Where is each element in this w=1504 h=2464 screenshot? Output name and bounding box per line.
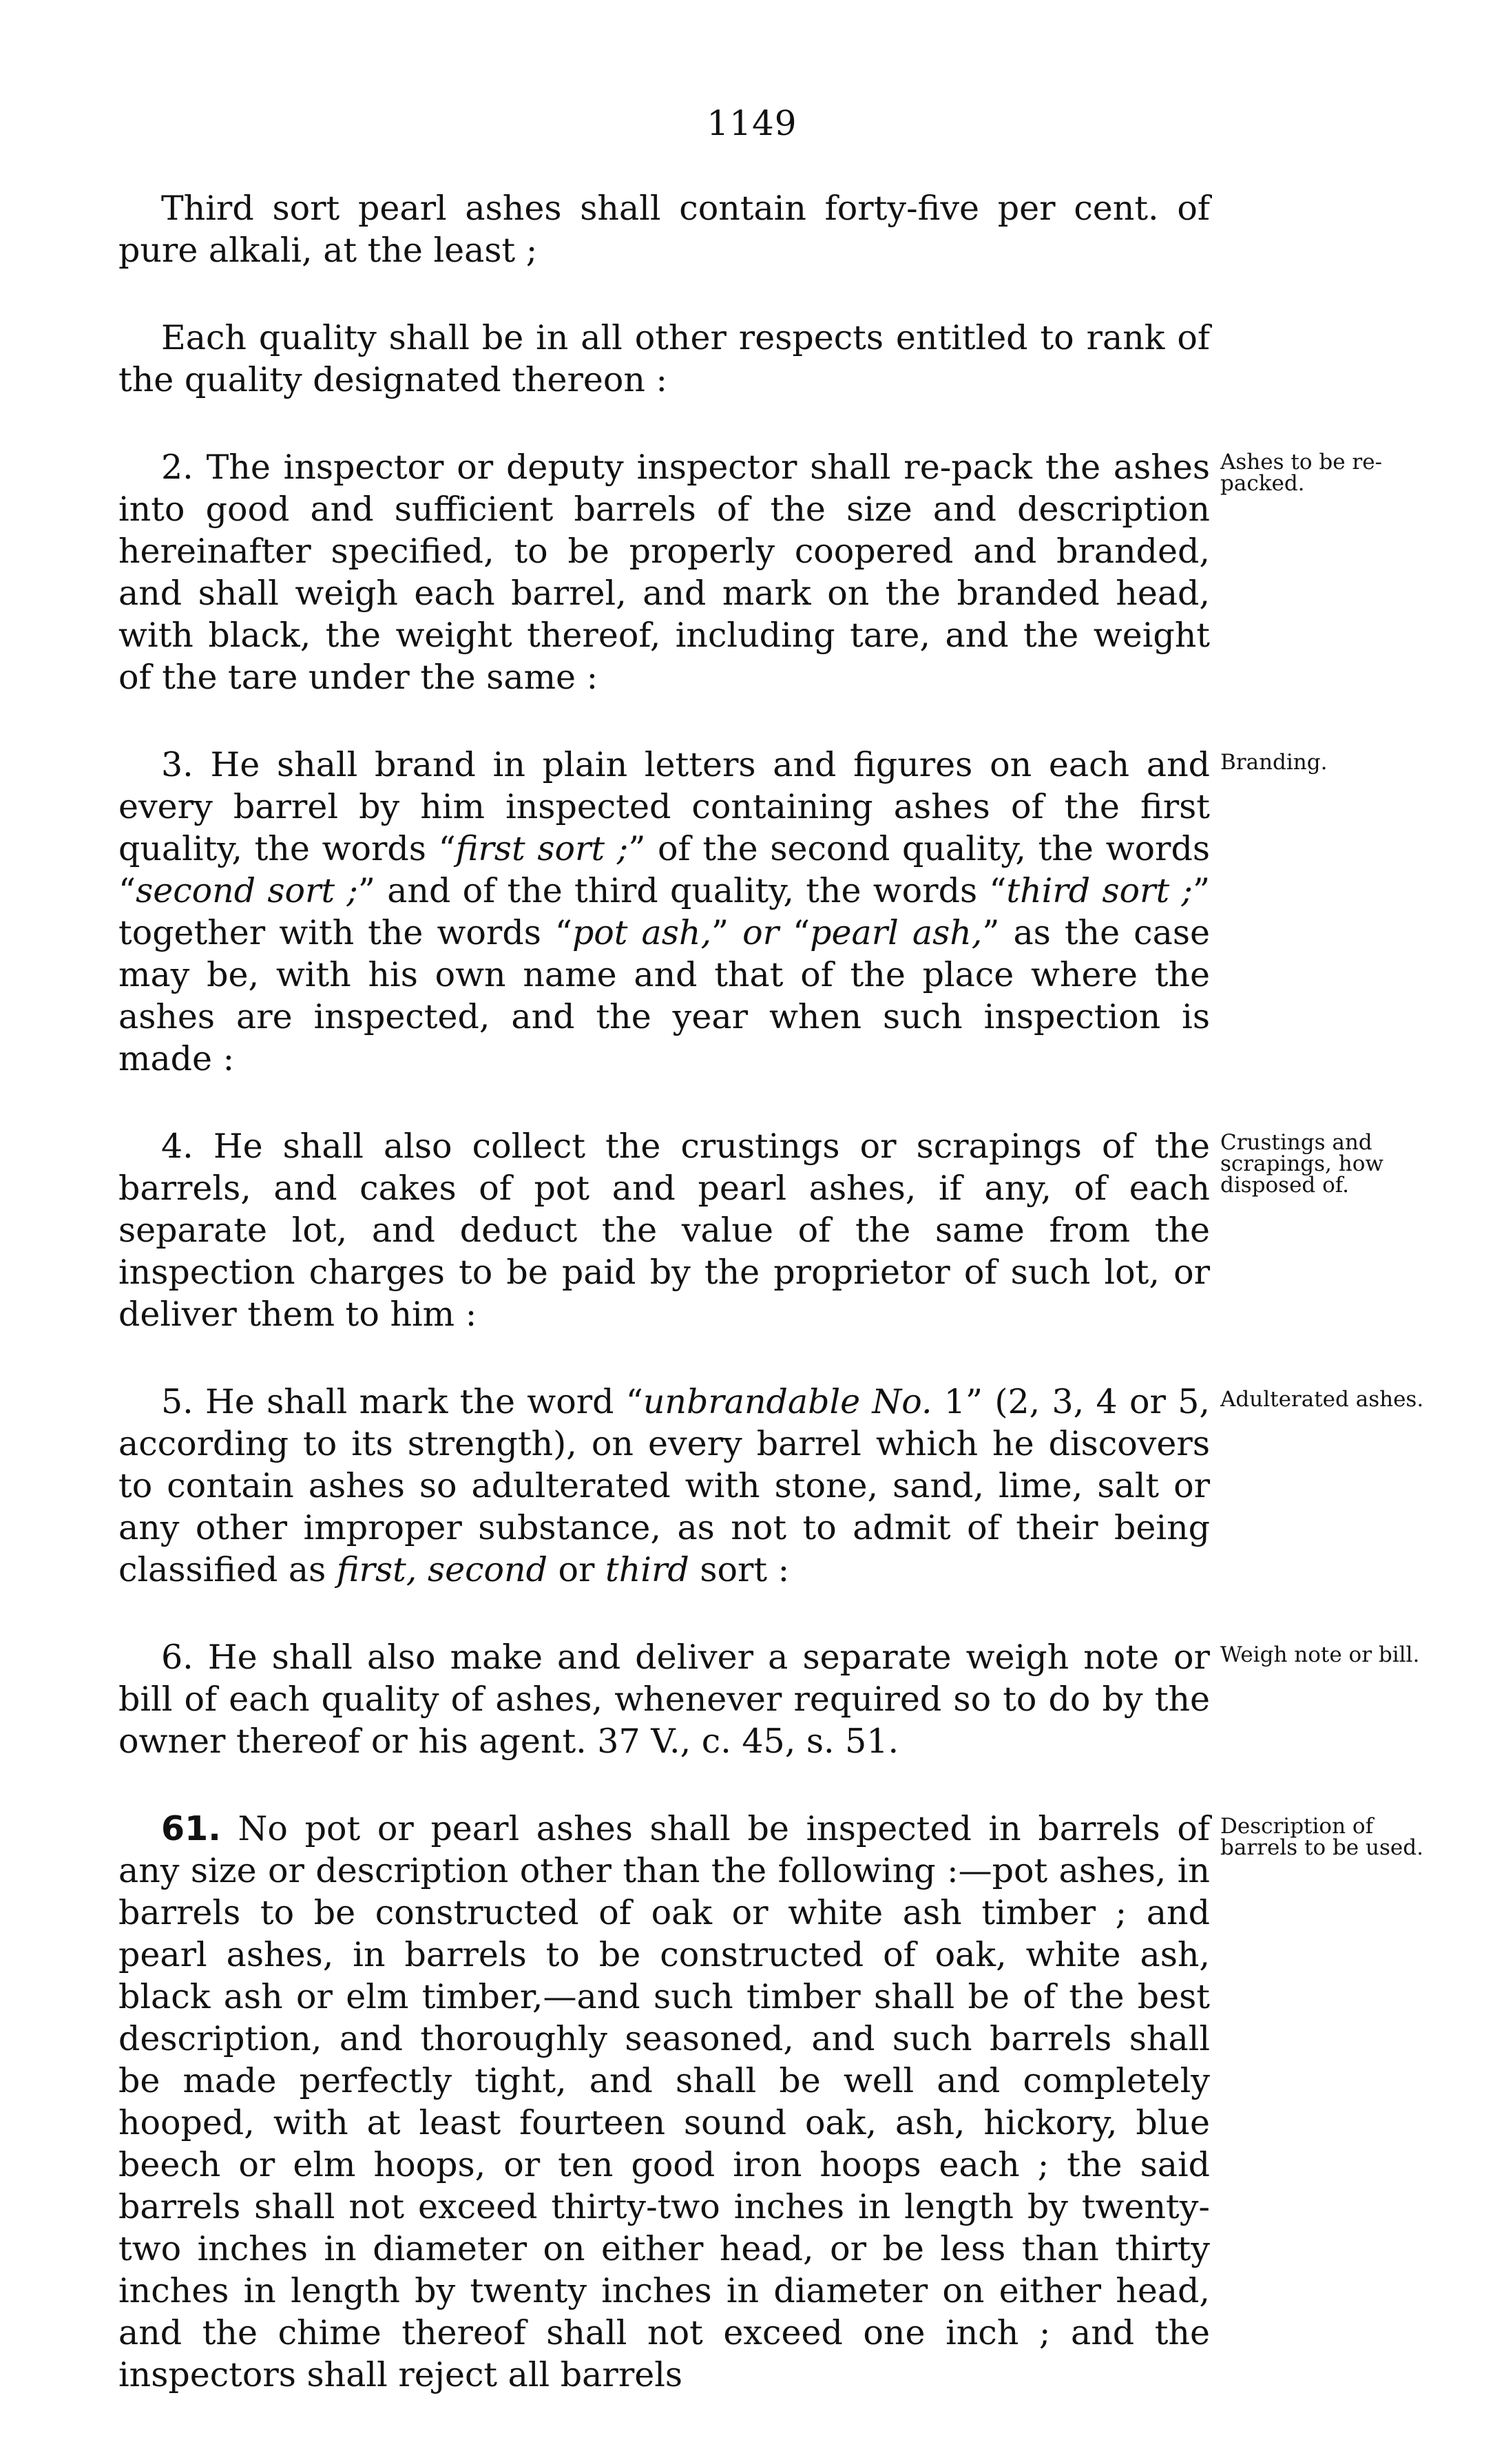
paragraph-text: 6. He shall also make and deliver a separate weigh note or bill of each quality of ashes, whenever required so to do by the owner thereof or his agent. 37 V., c. 45, s. 51. xyxy=(118,1638,1210,1761)
italic-run: third sort ; xyxy=(1006,871,1193,910)
italic-run: first, second xyxy=(336,1550,547,1589)
paragraph-text: 4. He shall also collect the crustings or scrapings of the barrels, and cakes of pot and pearl ashes, if any, of each separate lot, and deduct the value of the same from the inspection charges to be paid by the proprietor of such lot, or deliver them to him : xyxy=(118,1127,1210,1334)
italic-run: third xyxy=(605,1550,689,1589)
text-run: 1” (2, 3, 4 or 5, according to its strength), on every barrel which he discovers to contain ashes so adulterated with stone, sand, lime, salt or any other improper substance, as not to admit of their being classified as xyxy=(118,1382,1210,1589)
document-body xyxy=(118,187,1424,2396)
margin-note-adulterated: Adulterated ashes. xyxy=(1220,1387,1424,1412)
paragraph-text: Each quality shall be in all other respects entitled to rank of the quality designated thereon : xyxy=(118,318,1210,399)
text-run: sort : xyxy=(689,1550,790,1589)
margin-note-branding: Branding. xyxy=(1220,750,1328,775)
text-run: 5. He shall mark the word “ xyxy=(161,1382,643,1421)
paragraph-subsection-3 xyxy=(118,744,1328,1080)
text-run: 3. He shall brand in plain letters and figures on each and every barrel by him inspected containing ashes of the first quality, the words “ xyxy=(118,745,1210,868)
paragraph-each-quality xyxy=(118,317,1210,401)
margin-note-description: Description of barrels to be used. xyxy=(1220,1814,1423,1860)
paragraph-subsection-6 xyxy=(118,1636,1420,1762)
paragraph-subsection-2 xyxy=(118,446,1383,698)
italic-run: first sort ; xyxy=(455,829,629,868)
italic-run: pot ash, xyxy=(572,913,712,952)
text-run: ” as the case may be, with his own name and that of the place where the ashes are inspected, and the year when such inspection is made : xyxy=(118,913,1210,1078)
italic-run: unbrandable No. xyxy=(643,1382,932,1421)
paragraph-text: Third sort pearl ashes shall contain forty-five per cent. of pure alkali, at the least ; xyxy=(118,189,1210,270)
page-number: 1149 xyxy=(707,103,797,143)
paragraph-subsection-5 xyxy=(118,1381,1424,1591)
italic-run: second sort ; xyxy=(136,871,358,910)
text-run: or xyxy=(547,1550,606,1589)
paragraph-section-61 xyxy=(118,1808,1423,2396)
paragraph-text: No pot or pearl ashes shall be inspected in barrels of any size or description other than the following :—pot ashes, in barrels to be constructed of oak or white ash timber ; and pearl ashes, in barrels to be constructed of oak, white ash, black ash or elm timber,—and such timber shall be of the best description, and thoroughly seasoned, and such barrels shall be made perfectly tight, and shall be well and completely hooped, with at least fourteen sound oak, ash, hickory, blue beech or elm hoops, or ten good iron hoops each ; the said barrels shall not exceed thirty-two inches in length by twenty-two inches in diameter on either head, or be less than thirty inches in length by twenty inches in diameter on either head, and the chime thereof shall not exceed one inch ; and the inspectors shall reject all barrels xyxy=(118,1809,1210,2394)
section-number: 61. xyxy=(161,1809,221,1848)
paragraph-text: 2. The inspector or deputy inspector shall re-pack the ashes into good and sufficient barrels of the size and description hereinafter specified, to be properly coopered and branded, and shall weigh each barrel, and mark on the branded head, with black, the weight thereof, including tare, and the weight of the tare under the same : xyxy=(118,448,1210,697)
text-run: ” together with the words “ xyxy=(118,871,1210,952)
italic-run: pearl ash, xyxy=(810,913,983,952)
italic-run: or xyxy=(742,913,780,952)
paragraph-subsection-4 xyxy=(118,1125,1383,1335)
text-run: ” and of the third quality, the words “ xyxy=(357,871,1007,910)
text-run: ” of the second quality, the words “ xyxy=(118,829,1210,910)
text-run: “ xyxy=(779,913,811,952)
margin-note-crustings: Crustings and scrapings, how disposed of. xyxy=(1220,1130,1383,1198)
text-run: ” xyxy=(711,913,743,952)
margin-note-repacked: Ashes to be re-packed. xyxy=(1220,450,1383,496)
paragraph-third-sort xyxy=(118,187,1210,271)
margin-note-weigh-note: Weigh note or bill. xyxy=(1220,1642,1420,1667)
